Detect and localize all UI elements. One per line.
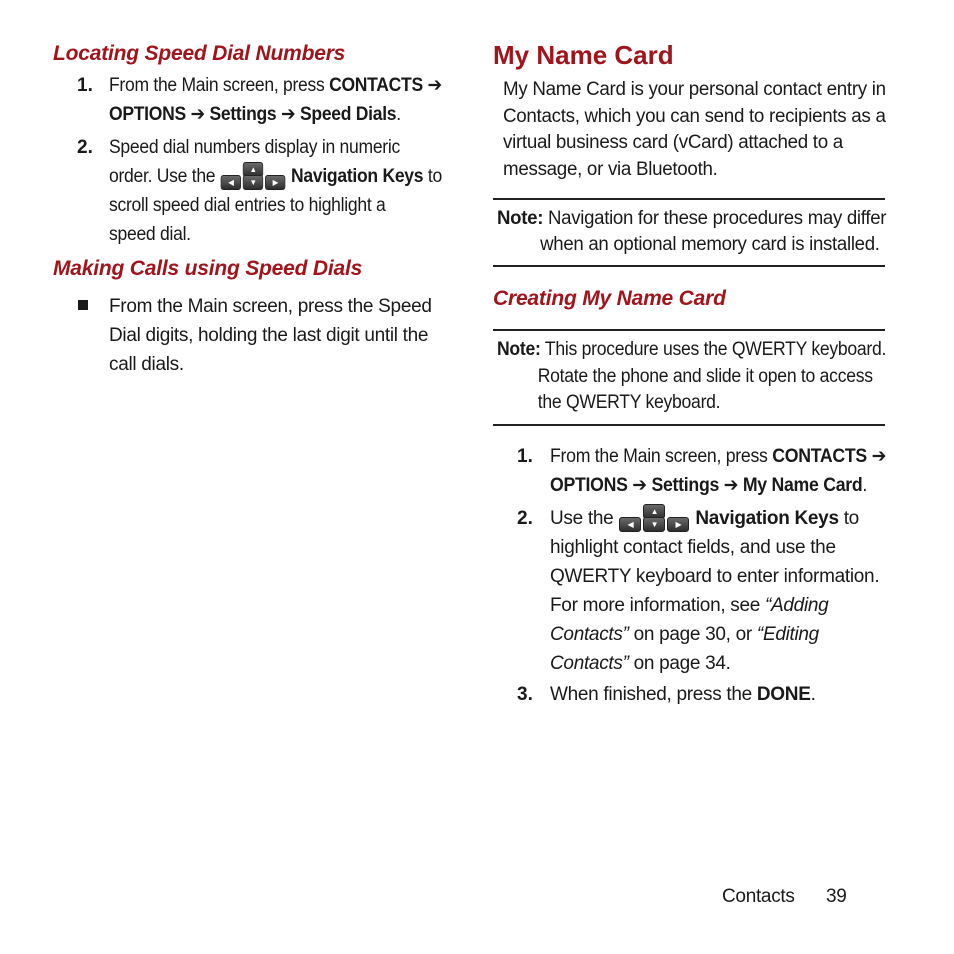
section-heading-locating-speed-dial: Locating Speed Dial Numbers	[53, 42, 346, 65]
bullet-text: call dials.	[109, 354, 184, 375]
divider	[493, 198, 885, 200]
step-locate-2	[109, 133, 442, 249]
key-contacts: CONTACTS	[329, 75, 423, 96]
step-text: scroll speed dial entries to highlight a	[109, 195, 386, 216]
footer-section-name: Contacts	[722, 886, 795, 907]
step-text: on page 30, or	[628, 624, 757, 645]
section-heading-making-calls: Making Calls using Speed Dials	[53, 257, 363, 280]
arrow: ➔	[719, 475, 743, 496]
key-done: DONE	[756, 684, 811, 705]
step-locate-1	[109, 71, 442, 129]
step-text: Use the	[550, 508, 614, 529]
divider	[493, 329, 885, 331]
bullet-text: From the Main screen, press the Speed	[109, 296, 432, 317]
cross-reference-link[interactable]: Contacts”	[550, 653, 629, 674]
step-text: to	[423, 166, 442, 187]
step-text: highlight contact fields, and use the	[550, 537, 836, 558]
punct: .	[396, 104, 401, 125]
punct: .	[862, 475, 868, 496]
step-text: order. Use the	[109, 166, 216, 187]
note-label: Note:	[497, 208, 544, 229]
step-text: on page 34.	[628, 653, 731, 674]
navigation-keys-icon: ▲ ◀ ▼ ▶	[221, 162, 286, 188]
intro-text: virtual business card (vCard) attached to a	[503, 132, 843, 153]
cross-reference-link[interactable]: “Editing	[756, 624, 819, 645]
bullet-making-calls	[109, 292, 432, 379]
note-text: This procedure uses the QWERTY keyboard.	[540, 339, 887, 360]
note-navigation	[497, 206, 886, 258]
note-text: the QWERTY keyboard.	[537, 392, 721, 413]
punct: .	[810, 684, 816, 705]
step-create-1	[550, 442, 886, 500]
step-text: Speed dial numbers display in numeric	[109, 137, 400, 158]
key-contacts: CONTACTS	[772, 446, 867, 467]
bullet-square-icon	[78, 300, 88, 310]
step-number: 3.	[517, 684, 533, 705]
arrow: ➔	[276, 104, 300, 125]
note-qwerty	[497, 337, 886, 417]
step-create-3	[550, 680, 816, 709]
step-text: QWERTY keyboard to enter information.	[550, 566, 880, 587]
key-options: OPTIONS	[109, 104, 186, 125]
intro-text: Contacts, which you can send to recipients as a	[503, 105, 886, 127]
navigation-keys-icon: ▲ ◀ ▼ ▶	[619, 504, 689, 530]
step-text: For more information, see	[550, 595, 766, 616]
menu-my-name-card: My Name Card	[742, 475, 863, 496]
step-number: 1.	[77, 75, 93, 96]
note-label: Note:	[497, 339, 541, 360]
bullet-text: Dial digits, holding the last digit until the	[109, 325, 429, 346]
step-create-2	[550, 504, 879, 678]
navigation-keys-label: Navigation Keys	[695, 508, 839, 529]
step-number: 1.	[517, 446, 533, 467]
step-number: 2.	[77, 137, 93, 158]
step-text: When finished, press the	[550, 684, 757, 705]
cross-reference-link[interactable]: Contacts”	[550, 624, 629, 645]
note-text: Rotate the phone and slide it open to access	[537, 365, 873, 387]
arrow: ➔	[627, 475, 652, 496]
page-title: My Name Card	[493, 40, 674, 70]
arrow: ➔	[185, 104, 210, 125]
menu-settings: Settings	[651, 475, 720, 496]
step-text: From the Main screen, press	[550, 446, 773, 467]
cross-reference-link[interactable]: “Adding	[765, 595, 829, 616]
step-text: to	[838, 508, 859, 529]
note-text: Navigation for these procedures may differ	[543, 208, 887, 229]
note-text: when an optional memory card is installed.	[540, 234, 880, 255]
step-text: speed dial.	[109, 224, 191, 245]
section-heading-creating-name-card: Creating My Name Card	[493, 287, 726, 310]
step-text: From the Main screen, press	[109, 75, 330, 96]
navigation-keys-label: Navigation Keys	[290, 166, 424, 187]
divider	[493, 424, 885, 426]
footer-page-number: 39	[826, 886, 847, 907]
arrow: ➔	[866, 446, 887, 467]
divider	[493, 265, 885, 267]
menu-settings: Settings	[209, 104, 277, 125]
intro-paragraph	[503, 77, 886, 183]
intro-text: My Name Card is your personal contact entry in	[503, 79, 886, 100]
key-options: OPTIONS	[550, 475, 628, 496]
arrow: ➔	[422, 75, 442, 96]
step-number: 2.	[517, 508, 533, 529]
menu-speed-dials: Speed Dials	[299, 104, 397, 125]
intro-text: message, or via Bluetooth.	[503, 158, 718, 180]
